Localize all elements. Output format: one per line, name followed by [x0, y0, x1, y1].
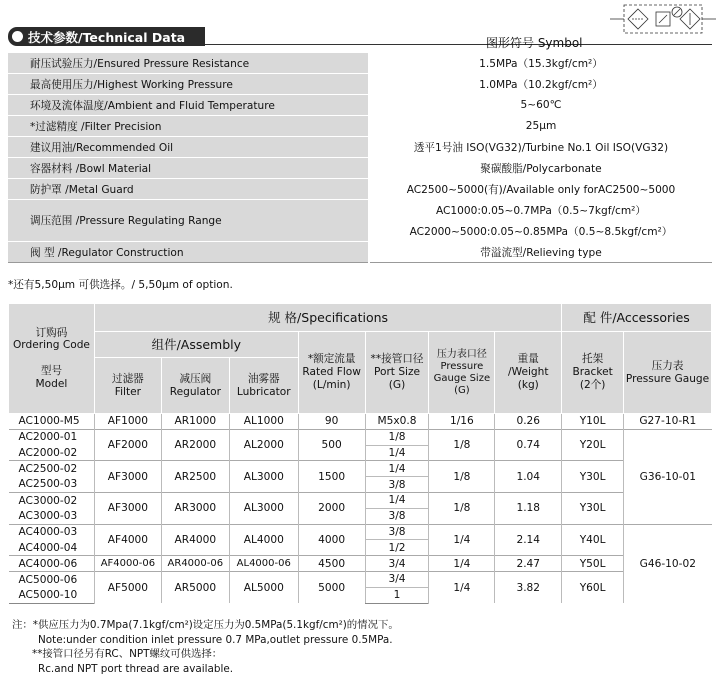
- filter-cell: AF4000: [94, 524, 161, 556]
- gauge-size-cell: 1/16: [429, 414, 495, 430]
- bracket-cell: Y60L: [562, 571, 624, 603]
- tech-value: 5~60℃: [369, 95, 712, 116]
- spec-row: [9, 492, 712, 508]
- regulator-header: 减压阀 Regulator: [161, 358, 229, 414]
- weight-cell: 0.74: [495, 429, 562, 461]
- tech-row: [8, 179, 712, 200]
- model-label: 型号 Model: [36, 365, 68, 390]
- port-size-header: **接管口径 Port Size (G): [365, 332, 429, 414]
- regulator-cell: AR4000: [161, 524, 229, 556]
- bracket-cell: Y10L: [562, 414, 624, 430]
- model-cell: AC3000-02: [9, 492, 95, 508]
- model-cell: AC5000-10: [9, 587, 95, 603]
- symbol-label: 图形符号 Symbol: [486, 34, 583, 51]
- gauge-size-cell: 1/8: [429, 429, 495, 461]
- tech-label: 最高使用压力/Highest Working Pressure: [8, 74, 369, 95]
- lubricator-cell: AL4000-06: [229, 556, 298, 572]
- lubricator-cell: AL1000: [229, 414, 298, 430]
- gauge-size-cell: 1/4: [429, 571, 495, 603]
- pressure-gauge-cell: G36-10-01: [624, 429, 712, 524]
- regulator-cell: AR2500: [161, 461, 229, 493]
- model-cell: AC4000-06: [9, 556, 95, 572]
- accessories-header: 配 件/Accessories: [562, 304, 712, 332]
- spec-row: [9, 556, 712, 572]
- tech-label: 建议用油/Recommended Oil: [8, 137, 369, 158]
- filter-header: 过滤器 Filter: [94, 358, 161, 414]
- port-size-cell: 3/8: [365, 524, 429, 540]
- bracket-cell: Y30L: [562, 492, 624, 524]
- flow-cell: 4500: [298, 556, 365, 572]
- tech-value: AC2000~5000:0.05~0.85MPa（0.5~8.5kgf/cm²）: [369, 221, 712, 242]
- filter-cell: AF5000: [94, 571, 161, 603]
- pressure-gauge-header: 压力表 Pressure Gauge: [624, 332, 712, 414]
- port-size-cell: 1: [365, 587, 429, 603]
- port-size-cell: 3/4: [365, 556, 429, 572]
- tech-row: [8, 200, 712, 221]
- tech-row: [8, 95, 712, 116]
- bullet-icon: [12, 31, 23, 42]
- ordering-code-header: [9, 304, 95, 414]
- pressure-gauge-cell: G46-10-02: [624, 524, 712, 603]
- port-size-cell: 1/4: [365, 461, 429, 477]
- footnotes: [12, 618, 399, 676]
- lubricator-cell: AL3000: [229, 461, 298, 493]
- bracket-cell: Y40L: [562, 524, 624, 556]
- section-title: 技术参数/Technical Data: [28, 28, 185, 46]
- tech-row: [8, 116, 712, 137]
- gauge-size-cell: 1/4: [429, 556, 495, 572]
- tech-label: 环境及流体温度/Ambient and Fluid Temperature: [8, 95, 369, 116]
- model-cell: AC2000-01: [9, 429, 95, 445]
- lubricator-cell: AL3000: [229, 492, 298, 524]
- tech-value: 带溢流型/Relieving type: [369, 242, 712, 263]
- tech-label: 阀 型 /Regulator Construction: [8, 242, 369, 263]
- tech-row: [8, 53, 712, 74]
- model-cell: AC5000-06: [9, 571, 95, 587]
- pressure-gauge-cell: G27-10-R1: [624, 414, 712, 430]
- port-size-cell: 1/8: [365, 429, 429, 445]
- lubricator-cell: AL2000: [229, 429, 298, 461]
- tech-row: [8, 74, 712, 95]
- technical-data-table: [8, 53, 712, 263]
- model-cell: AC2000-02: [9, 445, 95, 461]
- weight-cell: 1.18: [495, 492, 562, 524]
- flow-cell: 500: [298, 429, 365, 461]
- weight-cell: 1.04: [495, 461, 562, 493]
- tech-label: 耐压试验压力/Ensured Pressure Resistance: [8, 53, 369, 74]
- flow-cell: 5000: [298, 571, 365, 603]
- gauge-size-cell: 1/8: [429, 461, 495, 493]
- port-size-cell: 3/8: [365, 477, 429, 493]
- note-line: Note:under condition inlet pressure 0.7 MPa,outlet pressure 0.5MPa.: [12, 633, 399, 648]
- bracket-header: 托架 Bracket (2个): [562, 332, 624, 414]
- flow-header: *额定流量 Rated Flow (L/min): [298, 332, 365, 414]
- note-line: 注：*供应压力为0.7Mpa(7.1kgf/cm²)设定压力为0.5MPa(5.1kgf/cm²)的情况下。: [12, 618, 399, 633]
- gauge-size-header: 压力表口径 Pressure Gauge Size (G): [429, 332, 495, 414]
- tech-label: 容器材料 /Bowl Material: [8, 158, 369, 179]
- bracket-cell: Y30L: [562, 461, 624, 493]
- lubricator-cell: AL5000: [229, 571, 298, 603]
- model-cell: AC2500-02: [9, 461, 95, 477]
- bracket-cell: Y50L: [562, 556, 624, 572]
- flow-cell: 90: [298, 414, 365, 430]
- regulator-cell: AR3000: [161, 492, 229, 524]
- ordering-code-label: 订购码 Ordering Code: [13, 327, 90, 352]
- assembly-header: 组件/Assembly: [94, 332, 298, 358]
- tech-label: 防护罩 /Metal Guard: [8, 179, 369, 200]
- weight-header: 重量 /Weight (kg): [495, 332, 562, 414]
- port-size-cell: 1/2: [365, 540, 429, 556]
- note-line: Rc.and NPT port thread are available.: [12, 662, 399, 676]
- model-cell: AC3000-03: [9, 508, 95, 524]
- specifications-body: [9, 414, 712, 604]
- regulator-cell: AR4000-06: [161, 556, 229, 572]
- flow-cell: 2000: [298, 492, 365, 524]
- lubricator-cell: AL4000: [229, 524, 298, 556]
- model-cell: AC4000-03: [9, 524, 95, 540]
- specifications-table: [8, 303, 712, 604]
- tech-value: 1.5MPa（15.3kgf/cm²）: [369, 53, 712, 74]
- filter-cell: AF2000: [94, 429, 161, 461]
- filter-cell: AF3000: [94, 461, 161, 493]
- spec-row: [9, 461, 712, 477]
- weight-cell: 0.26: [495, 414, 562, 430]
- spec-row: [9, 414, 712, 430]
- port-size-cell: 3/8: [365, 508, 429, 524]
- port-size-cell: M5x0.8: [365, 414, 429, 430]
- flow-cell: 1500: [298, 461, 365, 493]
- weight-cell: 3.82: [495, 571, 562, 603]
- filter-cell: AF3000: [94, 492, 161, 524]
- tech-label: 调压范围 /Pressure Regulating Range: [8, 200, 369, 242]
- filter-option-note: *还有5,50μm 可供选择。/ 5,50μm of option.: [8, 277, 233, 292]
- lubricator-header: 油雾器 Lubricator: [229, 358, 298, 414]
- tech-value: 聚碳酸脂/Polycarbonate: [369, 158, 712, 179]
- model-cell: AC1000-M5: [9, 414, 95, 430]
- filter-cell: AF1000: [94, 414, 161, 430]
- tech-row: [8, 242, 712, 263]
- tech-value: AC2500~5000(有)/Available only forAC2500~5000: [369, 179, 712, 200]
- frl-symbol-icon: [610, 3, 716, 35]
- port-size-cell: 3/4: [365, 571, 429, 587]
- regulator-cell: AR2000: [161, 429, 229, 461]
- gauge-size-cell: 1/8: [429, 492, 495, 524]
- specifications-header: 规 格/Specifications: [94, 304, 561, 332]
- port-size-cell: 1/4: [365, 445, 429, 461]
- spec-row: [9, 524, 712, 540]
- model-cell: AC4000-04: [9, 540, 95, 556]
- spec-row: [9, 429, 712, 445]
- weight-cell: 2.14: [495, 524, 562, 556]
- filter-cell: AF4000-06: [94, 556, 161, 572]
- gauge-size-cell: 1/4: [429, 524, 495, 556]
- tech-row: [8, 158, 712, 179]
- port-size-cell: 1/4: [365, 492, 429, 508]
- flow-cell: 4000: [298, 524, 365, 556]
- tech-row: [8, 137, 712, 158]
- tech-value: 1.0MPa（10.2kgf/cm²）: [369, 74, 712, 95]
- tech-value: AC1000:0.05~0.7MPa（0.5~7kgf/cm²）: [369, 200, 712, 221]
- bracket-cell: Y20L: [562, 429, 624, 461]
- model-cell: AC2500-03: [9, 477, 95, 493]
- spec-row: [9, 571, 712, 587]
- regulator-cell: AR1000: [161, 414, 229, 430]
- note-line: **接管口径另有RC、NPT螺纹可供选择：: [12, 647, 399, 662]
- weight-cell: 2.47: [495, 556, 562, 572]
- tech-value: 透平1号油 ISO(VG32)/Turbine No.1 Oil ISO(VG32): [369, 137, 712, 158]
- tech-value: 25μm: [369, 116, 712, 137]
- tech-label: *过滤精度 /Filter Precision: [8, 116, 369, 137]
- regulator-cell: AR5000: [161, 571, 229, 603]
- header-rule: [205, 44, 712, 45]
